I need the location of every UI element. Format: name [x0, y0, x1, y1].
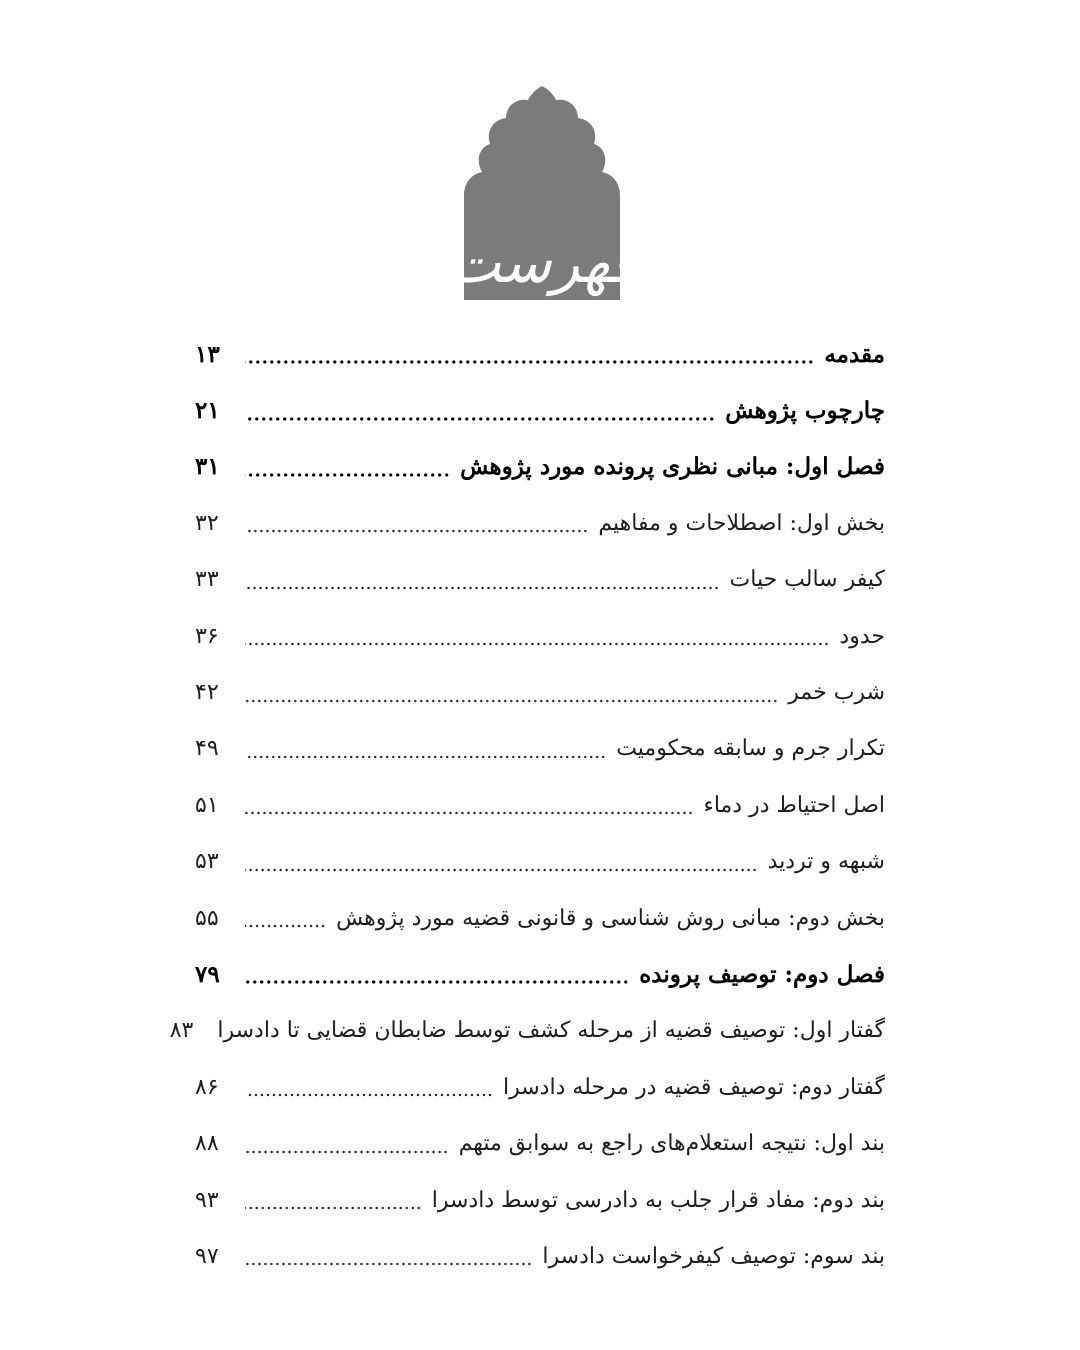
toc-entry-title: گفتار دوم: توصیف قضیه در مرحله دادسرا: [502, 1074, 885, 1100]
dot-leader: [245, 980, 629, 984]
toc-entry-title: فصل دوم: توصیف پرونده: [639, 960, 885, 988]
toc-entry-title: بند دوم: مفاد قرار جلب به دادرسی توسط دادسرا: [431, 1187, 885, 1213]
toc-entry-page-number: ۱۳: [195, 340, 220, 368]
toc-entry-page-number: ۵۳: [195, 849, 219, 875]
toc-entry-page-number: ۸۳: [169, 1018, 194, 1044]
dot-leader: [245, 642, 829, 646]
toc-entry-page-number: ۹۷: [195, 1243, 219, 1269]
dot-leader: [245, 1206, 422, 1210]
dot-leader: [245, 1150, 449, 1154]
dot-leader: [245, 586, 720, 590]
toc-entry: [195, 439, 885, 495]
toc-entry-title: اصل احتیاط در دماء: [703, 792, 885, 818]
arch-emblem-icon: [445, 86, 639, 300]
toc-entry-title: مقدمه: [824, 340, 885, 368]
toc-entry-title: بند اول: نتیجه استعلام‌های راجع به سوابق متهم: [458, 1131, 885, 1157]
dot-leader: [245, 529, 588, 533]
dot-leader: [245, 360, 814, 364]
toc-entry-title: کیفر سالب حیات: [729, 567, 885, 593]
toc-entry: [195, 946, 885, 1002]
toc-entry: [195, 495, 885, 551]
dot-leader: [245, 755, 606, 759]
toc-entry-title: بخش اول: اصطلاحات و مفاهیم: [598, 510, 885, 536]
toc-entry: [195, 552, 885, 608]
toc-list: [169, 326, 885, 1285]
toc-entry-title: بند سوم: توصیف کیفرخواست دادسرا: [542, 1243, 885, 1269]
toc-entry-title: چارچوب پژوهش: [725, 397, 885, 425]
toc-entry-page-number: ۸۸: [195, 1131, 219, 1157]
toc-entry-page-number: ۳۶: [195, 623, 219, 649]
dot-leader: [245, 417, 715, 421]
toc-entry: [195, 326, 885, 382]
toc-entry-title: گفتار اول: توصیف قضیه از مرحله کشف توسط ضابطان قضایی تا دادسرا: [217, 1018, 885, 1044]
toc-entry-page-number: ۷۹: [195, 960, 220, 988]
toc-entry: [195, 382, 885, 438]
toc-entry-page-number: ۳۲: [195, 510, 219, 536]
toc-entry: [195, 1059, 885, 1115]
toc-entry: [195, 1228, 885, 1284]
toc-entry-page-number: ۹۳: [195, 1187, 219, 1213]
toc-entry-title: تکرار جرم و سابقه محکومیت: [616, 736, 885, 762]
toc-entry: [195, 777, 885, 833]
toc-entry-page-number: ۴۹: [195, 736, 219, 762]
dot-leader: [245, 699, 778, 703]
dot-leader: [245, 1093, 493, 1097]
toc-entry-page-number: ۴۲: [195, 680, 219, 706]
toc-entry: [195, 834, 885, 890]
toc-entry: [195, 608, 885, 664]
toc-entry-title: فصل اول: مبانی نظری پرونده مورد پژوهش: [460, 453, 885, 481]
toc-entry-page-number: ۸۶: [195, 1074, 219, 1100]
toc-entry: [195, 890, 885, 946]
dot-leader: [245, 1262, 532, 1266]
toc-entry: [169, 1003, 885, 1059]
toc-entry: [195, 664, 885, 720]
toc-entry-title: حدود: [839, 623, 885, 649]
dot-leader: [245, 811, 693, 815]
emblem-heading: فهرست: [445, 228, 639, 296]
toc-entry-title: بخش دوم: مبانی روش شناسی و قانونی قضیه مورد پژوهش: [336, 905, 885, 931]
toc-entry-title: شرب خمر: [788, 680, 885, 706]
toc-entry: [195, 1172, 885, 1228]
dot-leader: [245, 868, 758, 872]
toc-entry-page-number: ۳۳: [195, 567, 219, 593]
toc-entry-title: شبهه و تردید: [767, 849, 885, 875]
toc-entry-page-number: ۲۱: [195, 397, 220, 425]
toc-emblem: [445, 86, 639, 300]
dot-leader: [245, 473, 450, 477]
toc-entry-page-number: ۵۵: [195, 905, 219, 931]
toc-entry-page-number: ۳۱: [195, 453, 220, 481]
toc-entry-page-number: ۵۱: [195, 792, 219, 818]
dot-leader: [245, 924, 326, 928]
toc-entry: [195, 1115, 885, 1171]
toc-entry: [195, 721, 885, 777]
